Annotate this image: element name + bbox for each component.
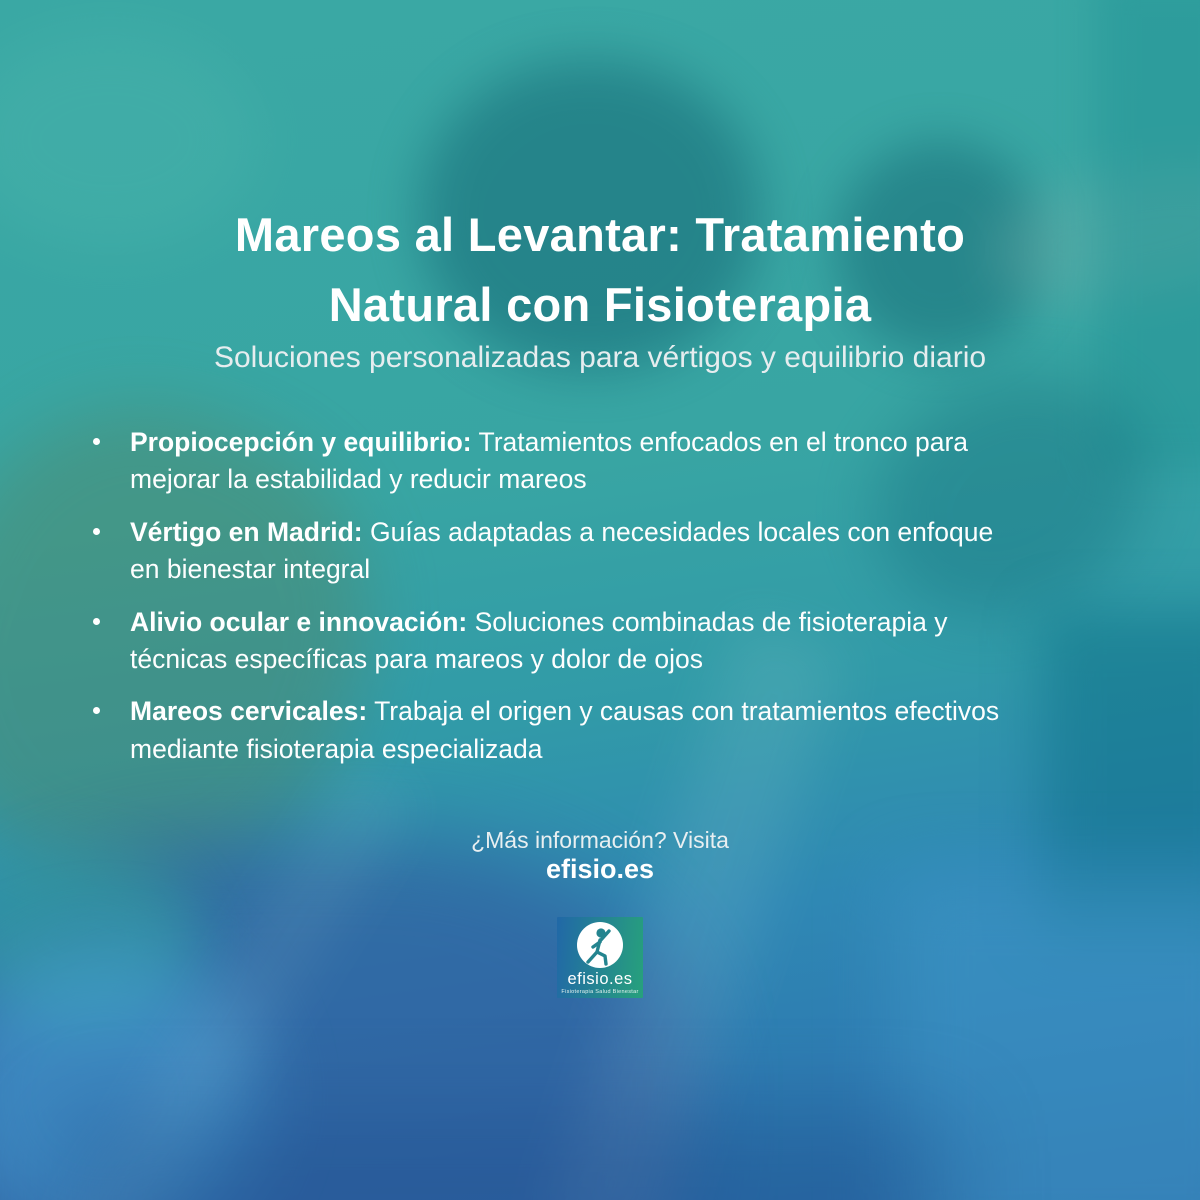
bullet-text: Trabaja el origen y causas con tratamientos efectivos mediante fisioterapia especializada: [130, 696, 1000, 764]
brand-logo: [557, 917, 643, 998]
logo-circle: [577, 922, 623, 968]
logo-tagline: Fisioterapia Salud Bienestar: [561, 989, 639, 995]
bullet-dot-icon: [93, 438, 100, 445]
bullet-dot-icon: [93, 618, 100, 625]
bullet-dot-icon: [93, 528, 100, 535]
bullet-item-propiocepcion: [92, 424, 1012, 499]
bullet-dot-icon: [93, 707, 100, 714]
logo-name: efisio.es: [567, 970, 633, 988]
site-name: efisio.es: [545, 854, 655, 884]
bullet-lead: Mareos cervicales:: [130, 696, 368, 727]
subtitle: Soluciones personalizadas para vértigos y equilibrio diario: [213, 341, 987, 374]
bullet-lead: Alivio ocular e innovación:: [130, 606, 468, 637]
title-line-1: Mareos al Levantar: Tratamiento: [234, 208, 966, 261]
page-title: [0, 200, 1200, 340]
yoga-figure-icon: [577, 922, 623, 968]
bullet-text: Tratamientos enfocados en el tronco para mejorar la estabilidad y reducir mareos: [130, 427, 969, 495]
bullet-text: Soluciones combinadas de fisioterapia y técnicas específicas para mareos y dolor de ojos: [130, 606, 948, 675]
cta-text: ¿Más información? Visita: [471, 827, 729, 853]
bullet-item-vertigo-madrid: [92, 514, 1012, 589]
title-line-2: Natural con Fisioterapia: [328, 278, 872, 331]
bullet-lead: Propiocepción y equilibrio:: [130, 427, 472, 457]
bullet-item-mareos-cervicales: [92, 693, 1012, 768]
bullet-text: Guías adaptadas a necesidades locales con enfoque en bienestar integral: [130, 516, 994, 585]
bullet-list: [92, 424, 1012, 783]
bullet-lead: Vértigo en Madrid:: [130, 516, 363, 547]
bullet-item-alivio-ocular: [92, 604, 1012, 679]
